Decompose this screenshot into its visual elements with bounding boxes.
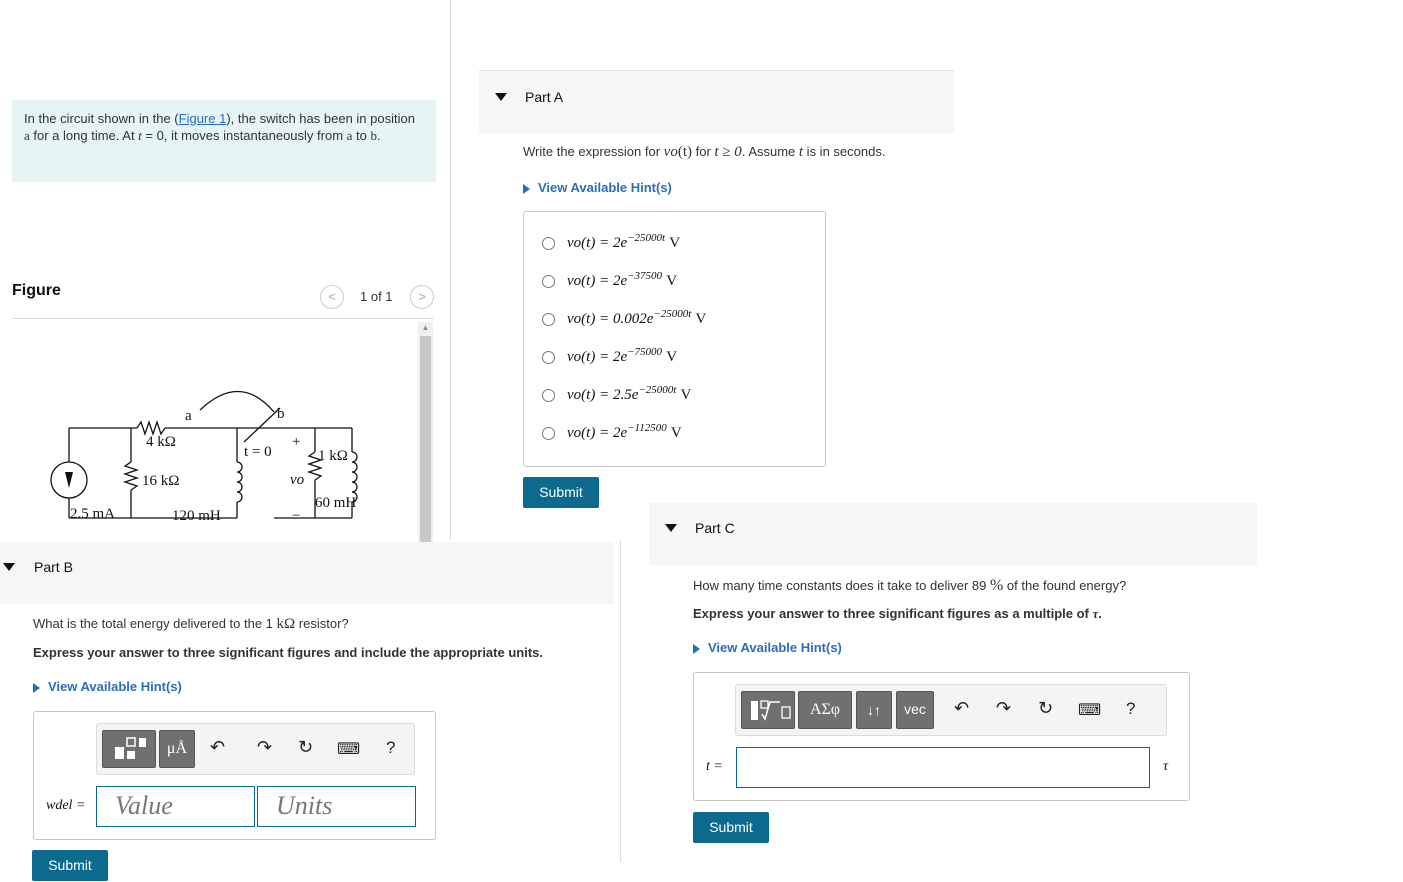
l1-label: 120 mH [172,508,221,524]
vo-label: vo [290,472,305,488]
resistor-4k [137,422,165,434]
option-unit: V [666,273,678,289]
value-placeholder: Value [115,791,173,820]
greek-symbols-button[interactable]: ΑΣφ [798,691,852,729]
question-text: of the found energy? [1003,578,1127,593]
part-a-options [523,211,826,467]
redo-icon[interactable]: ↷ [257,737,273,757]
figure-divider [12,318,434,319]
option-exponent: −25000t [653,308,692,320]
collapse-icon[interactable] [495,93,507,101]
position-a: a [346,128,353,143]
templates-button[interactable] [741,691,795,729]
math-var: t ≥ 0 [714,144,742,160]
part-b-question [33,616,349,633]
answer-input[interactable] [736,747,1150,788]
redo-icon[interactable]: ↷ [996,698,1012,718]
part-c-toolbar [735,684,1167,736]
keyboard-icon[interactable]: ⌨ [337,741,361,758]
part-b-hint-link[interactable] [33,679,182,694]
option-4[interactable] [542,346,677,374]
switch-time-label: t = 0 [244,444,272,460]
option-5[interactable] [542,384,691,412]
question-text: resistor? [295,616,349,631]
expand-arrow-icon [33,683,40,693]
question-text: Write the expression for [523,144,664,159]
intro-text: . [377,128,381,143]
templates-sqrt-icon [742,692,794,728]
position-a: a [24,128,30,143]
part-a-hint-link[interactable] [523,180,672,195]
option-unit: V [680,387,692,403]
math-unit: % [989,577,1004,594]
templates-button[interactable] [102,730,156,768]
intro-text: In the circuit shown in the ( [24,111,179,126]
r1-label: 4 kΩ [146,434,176,450]
option-lhs: vo(t) = 0.002e [567,311,654,327]
problem-intro [12,100,436,182]
undo-icon[interactable]: ↶ [210,737,226,757]
vo-plus: + [292,434,301,450]
column-divider [450,0,451,540]
option-6[interactable] [542,422,682,450]
option-exponent: −25000t [638,384,677,396]
math-var: (t) [677,144,692,160]
units-button[interactable]: μÅ [159,730,195,768]
switch-a-label: a [185,408,192,424]
expand-arrow-icon [523,184,530,194]
question-text: How many time constants does it take to deliver 89 [693,578,990,593]
resistor-16k [125,462,137,490]
reset-icon[interactable]: ↻ [1038,698,1054,718]
part-b-header[interactable] [0,542,614,604]
option-unit: V [670,425,682,441]
part-b-instructions: Express your answer to three significant figures and include the appropriate units. [33,645,543,660]
option-lhs: vo(t) = 2.5e [567,387,639,403]
position-b: b [370,128,378,143]
time-var: t [138,128,142,143]
math-unit: kΩ [276,616,296,632]
figure-pager [320,285,436,309]
figure-title: Figure [12,282,61,299]
units-placeholder: Units [276,791,333,820]
option-2[interactable] [542,270,677,298]
part-b-toolbar [96,723,415,775]
hint-label: View Available Hint(s) [538,180,672,195]
radio-button[interactable] [542,237,555,250]
units-input[interactable] [257,786,416,827]
radio-button[interactable] [542,275,555,288]
intro-text: to [352,128,371,143]
part-c-title: Part C [695,520,735,536]
intro-text: ), the switch has been in position [226,111,415,126]
part-c-hint-link[interactable] [693,640,842,655]
circuit-diagram [12,322,418,542]
templates-icon [103,731,155,767]
instruction-text: Express your answer to three significant figures as a multiple of [693,606,1093,621]
option-1[interactable] [542,232,680,260]
undo-icon[interactable]: ↶ [954,698,970,718]
part-b-variable: wdel = [46,798,86,813]
part-b-submit-button[interactable]: Submit [32,850,108,881]
option-lhs: vo(t) = 2e [567,349,628,365]
switch-arc [200,391,274,412]
option-unit: V [666,349,678,365]
vo-minus: − [292,508,301,524]
intro-text: = 0, it moves instantaneously from [141,128,347,143]
part-a-title: Part A [525,89,564,105]
source-label: 2.5 mA [70,506,115,522]
option-unit: V [695,311,707,327]
question-text: for [692,144,715,159]
part-c-submit-button[interactable]: Submit [693,812,769,843]
part-b-answer-box [33,711,436,840]
part-c-instructions [693,606,1102,622]
r3-label: 1 kΩ [318,448,348,464]
part-c-answer-box [693,672,1190,801]
part-a-question [523,144,885,161]
inductor-120mh [237,462,242,502]
scroll-up-icon[interactable]: ▲ [421,323,430,332]
part-c-header[interactable] [649,503,1257,565]
answer-unit: τ [1163,759,1169,774]
vector-button[interactable]: vec [896,691,934,729]
reset-icon[interactable]: ↻ [298,737,314,757]
intro-text: for a long time. At [29,128,139,143]
option-exponent: −37500 [627,270,663,282]
part-b-title: Part B [34,559,73,575]
collapse-icon[interactable] [665,524,677,532]
switch-b-label: b [277,406,285,422]
source-arrow [65,472,73,488]
figure-scroll-thumb[interactable] [420,336,431,542]
part-a-header[interactable] [479,70,954,133]
radio-button[interactable] [542,389,555,402]
switch-blade [244,408,280,442]
hint-label: View Available Hint(s) [48,679,182,694]
option-3[interactable] [542,308,706,336]
question-text: . Assume [741,144,799,159]
figure-link[interactable]: Figure 1 [178,111,227,126]
option-exponent: −75000 [627,346,663,358]
part-c-question [693,577,1126,595]
option-exponent: −25000t [627,232,666,244]
question-text: is in seconds. [803,144,886,159]
radio-button[interactable] [542,351,555,364]
hint-label: View Available Hint(s) [708,640,842,655]
figure-viewport[interactable] [12,322,418,542]
part-c-variable: t = [706,759,723,774]
tau-symbol: τ [1092,606,1099,621]
help-button[interactable]: ? [386,738,396,757]
option-lhs: vo(t) = 2e [567,273,628,289]
instruction-text: . [1098,606,1102,621]
next-figure-button[interactable]: > [410,285,434,309]
pager-label: 1 of 1 [360,289,393,304]
column-divider [620,540,621,862]
question-text: What is the total energy delivered to the 1 [33,616,277,631]
prev-figure-button[interactable]: < [320,285,344,309]
math-var: vo [663,144,678,160]
part-a-submit-button[interactable]: Submit [523,477,599,508]
option-lhs: vo(t) = 2e [567,235,628,251]
subscript-superscript-button[interactable]: ↓↑ [856,691,892,729]
collapse-icon[interactable] [3,563,15,571]
help-button[interactable]: ? [1126,699,1136,718]
keyboard-icon[interactable]: ⌨ [1078,702,1102,719]
option-unit: V [669,235,681,251]
value-input[interactable] [96,786,255,827]
l2-label: 60 mH [315,495,357,511]
expand-arrow-icon [693,644,700,654]
math-var: t [798,144,804,160]
r2-label: 16 kΩ [142,473,180,489]
radio-button[interactable] [542,313,555,326]
radio-button[interactable] [542,427,555,440]
option-exponent: −112500 [627,422,667,434]
option-lhs: vo(t) = 2e [567,425,628,441]
